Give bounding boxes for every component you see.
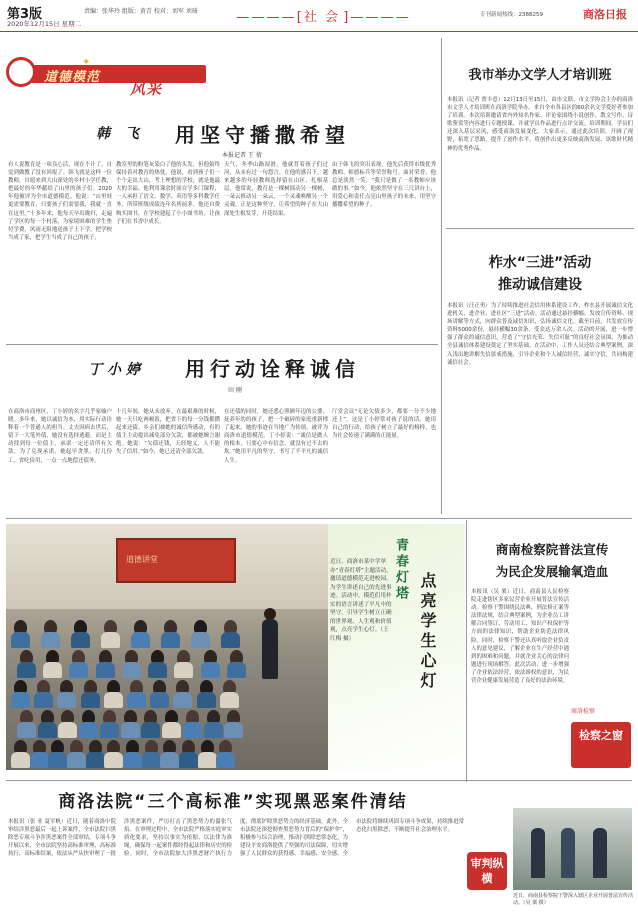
audience-body <box>11 752 30 768</box>
audience-body <box>142 752 161 768</box>
audience-body <box>121 722 140 738</box>
audience-body <box>131 632 150 648</box>
audience-body <box>216 752 235 768</box>
audience-body <box>100 722 119 738</box>
audience-body <box>183 722 202 738</box>
article1-column-1: 有人说教育是一项良心活，现在不计了，自觉到做教了没有回报了。韩飞就是这样一位教师，自愿来到大山深处的乡村小学任教，把最好的年华献给了山里的孩子们。2020年他被评为全市道德模范。他说：“山里娃更需要教育，只要孩子们需要我，我就一直在这里。”十多年来，他每天早出晚归，走遍了学区的每一个村落，为家境困难的学生垫付学费，风雨无阻地送孩子上下学，把学校当成了家，把学生当成了自己的孩子。 <box>8 162 112 241</box>
audience-body <box>79 722 98 738</box>
audience-body <box>141 722 160 738</box>
speaker-figure <box>262 619 278 679</box>
audience-body <box>220 692 239 708</box>
banner-title: 道德模范 <box>44 70 101 85</box>
article2-person: 丁小婷 <box>88 362 145 378</box>
page-number: 第3版 <box>7 7 43 22</box>
audience-body <box>81 692 100 708</box>
audience-body <box>41 632 60 648</box>
audience-body <box>148 662 167 678</box>
court-article-body: 本报讯（张 亚 夏军帆）近日，随着商洛中院审结涉黑恶最后一起上诉案件，全市法院扫黑除恶专项斗争涉黑恶案件全部审结。专项斗争开展以来，全市法院坚持高标准审理、高标准执行、高标准结案，依法从严从快审理了一批涉黑恶案件，严厉打击了黑恶势力的嚣张气焰。在审理过程中，全市法院严格落实庭审实质化要求，坚持以事实为依据、以法律为准绳，确保每一起案件都经得起法律和历史的检验。同时，全市法院加大涉黑恶财产执行力度，彻底铲除黑恶势力的经济基础。此外，全市法院还深挖彻查黑恶势力背后的“保护伞”，积极参与综合治理，推动扫黑除恶常态化，为建设平安商洛提供了坚强的司法保障，切实增强了人民群众的获得感、幸福感、安全感。全市法院将继续巩固专项斗争成果，持续推进常态化扫黑除恶，不断提升社会治理水平。 <box>8 819 464 858</box>
news-hotline: 专刊新闻热线：2388259 <box>480 12 543 18</box>
article2-column-3: 在还债的同时，她还悉心照顾年迈的公婆，抚养年幼的孩子，把一个破碎的家庭重新撑了起来。她的事迹在当地广为传颂，被评为商洛市道德模范。丁小婷说：“诚信是做人的根本，只要心中有信念，就没有过不去的坎。”她用平凡的坚守，书写了不平凡的诚信人生。 <box>224 409 328 464</box>
feature-title-qingchun: 青春灯塔 <box>393 538 408 602</box>
audience-body <box>104 692 123 708</box>
stage-screen: 道德讲堂 <box>116 538 236 583</box>
audience-body <box>191 632 210 648</box>
banner-subtitle: 风采 <box>130 80 163 98</box>
article1-column-4: 由于韩飞的突出表现，他先后获得市级优秀教师、师德标兵等荣誉称号。面对荣誉，他总是淡然一笑：“我只是做了一名教师应该做的事。”如今，他依然坚守在三尺讲台上，用爱心和责任点亮山里孩子的未来，用坚守播撒希望的种子。 <box>332 162 436 209</box>
article1-column-2: 教室里的粉笔灰染白了他的头发，但他始终保持着对教育的热忱。他说，看到孩子们一个个走出大山，考上理想的学校，就是他最大的幸福。他利用课余时间自学多门课程，一人承担了语文、数学、英语等多科教学任务，所带班级成绩连年名列前茅。他还自费购买图书，在学校建起了小小图书角，让孩子们在书香中成长。 <box>116 162 220 225</box>
divider <box>6 780 632 781</box>
star-icon: ✦ <box>82 57 91 68</box>
audience-body <box>11 632 30 648</box>
banner-emblem-icon <box>6 57 36 87</box>
audience-body <box>127 692 146 708</box>
court-headline: 商洛法院“三个高标准”实现黑恶案件清结 <box>58 792 408 812</box>
article2-column-1: 在商洛市商州区，丁小婷的名字几乎家喻户晓。多年来，她以诚信为本，用实际行动诠释着一个普通人的担当。丈夫因病去世后，留下一大笔外债，她没有选择逃避，而是主动找到每一位债主，承诺一定还清所有欠款。为了兑现承诺，她起早贪黑，打几份工，省吃俭用，一点一点地偿还债务。 <box>8 409 112 464</box>
article1-person: 韩 飞 <box>96 126 144 142</box>
article1-title: 用坚守播撒希望 <box>175 123 350 147</box>
newspaper-logo: 商洛日报 <box>583 8 627 21</box>
lecture-photo <box>6 524 328 770</box>
masthead <box>0 0 638 32</box>
feature-title-dianliang: 点亮学生心灯 <box>418 572 437 692</box>
audience-body <box>96 662 115 678</box>
outreach-photo <box>513 808 632 890</box>
audience-body <box>150 692 169 708</box>
photo-caption: 近日，商洛市某中学举办“青春灯塔”主题活动，邀请道德模范走进校园，为学生讲述自己的先进事迹。活动中，模范们用朴实的语言讲述了平凡中的坚守，引导学生树立正确的世界观、人生观和价值观，点亮学生心灯。（王红梅 摄） <box>330 559 392 642</box>
audience-body <box>160 752 179 768</box>
article1-column-3: 天气，冬季山路湿滑，他就背着孩子们过河，从未有过一句怨言。在他的感召下，越来越多的年轻教师选择留在山区，扎根基层。他常说，教育是一棵树摇动另一棵树，一朵云推动另一朵云，一个灵魂唤醒另一个灵魂。正是这种坚守，让希望的种子在大山深处生根发芽，开花结果。 <box>224 162 328 217</box>
audience-body <box>162 722 181 738</box>
divider <box>6 518 632 519</box>
audience-body <box>198 752 217 768</box>
right2-body: 本报讯（汪正勇）为了持续推进社会信用体系建设工作，柞水县开展诚信文化进机关、进企业、进社区“三进”活动。活动通过悬挂横幅、发放宣传资料、现场讲解等方式，向群众普及诚信知识，弘扬诚信文化。截至目前，共发放宣传资料5000余份，悬挂横幅30余条，受众达万余人次。活动的开展，进一步增强了群众的诚信意识，营造了“守信光荣、失信可耻”的良好社会氛围，为推动全县诚信体系建设奠定了坚实基础。在活动中，工作人员还结合典型案例，深入浅出地讲解失信惩戒措施，引导企业和个人诚信经营、诚实守信，共同构建诚信社会。 <box>447 303 633 366</box>
audience-body <box>17 662 36 678</box>
procuratorate-badge-caption: 商洛检察 <box>571 708 596 715</box>
audience-body <box>11 692 30 708</box>
article1-byline: 本报记者 王 倩 <box>222 152 262 159</box>
divider <box>466 520 467 782</box>
right3-body: 本报讯（吴 栗）近日，商南县人民检察院走进辖区多家民营企业开展普法宣传活动。检察干警围绕民法典、刑法修正案等法律法规，结合典型案例，为企业员工讲解合同签订、劳动用工、知识产权保护等方面的法律知识，帮助企业防范法律风险。同时，检察干警还认真听取企业负责人的意见建议，了解企业在生产经营中遇到的困难和问题，并就企业关心的法律问题进行现场解答。此次活动，进一步增强了企业依法经营、依法维权的意识，为民营企业健康发展营造了良好的法治环境。 <box>471 589 569 685</box>
outreach-photo-caption: 近日，商南县检察院干警深入辖区企业开展普法宣传活动。（吴 栗 摄） <box>513 893 634 906</box>
audience-body <box>67 752 86 768</box>
right3-title-line1: 商南检察院普法宣传 <box>495 542 609 557</box>
audience-body <box>179 752 198 768</box>
audience-body <box>71 632 90 648</box>
issue-date: 2020年12月15日 星期二 <box>7 20 82 28</box>
article2-headline <box>80 352 440 382</box>
audience-body <box>30 752 49 768</box>
audience-body <box>174 662 193 678</box>
audience-body <box>86 752 105 768</box>
right1-body: 本报讯（记者 贾丰意）12月13日至15日，由市文联、市文学协会主办的商洛市文学人才培训班在商洛学院举办。来自全市各县区的60余名文学爱好者参加了培训。本次培训邀请省内外知名作家、评论家围绕小说创作、散文写作、诗歌鉴赏等内容进行专题授课，并就学员作品进行点评交流。培训期间，学员们还深入基层采风，感受商洛发展变化。大家表示，通过此次培训，开阔了视野，拓宽了思路，提升了创作水平，将创作出更多反映商洛发展、讴歌时代精神的优秀作品。 <box>447 97 633 152</box>
article2-column-4: 厅堂会议“无论欠债多少，都要一分不少地还上”，这是丁小婷常对孩子说的话。她用自己的行动，给孩子树立了最好的榜样，也为社会传递了满满的正能量。 <box>332 409 436 440</box>
editor-credits: 责编：张华玲 组版：黄青 校对：刘军 刘琦 <box>84 8 198 15</box>
audience-body <box>173 692 192 708</box>
audience-body <box>161 632 180 648</box>
audience-body <box>58 722 77 738</box>
trial-column-badge: 审判纵横 <box>467 852 507 890</box>
divider <box>6 344 438 345</box>
article2-byline: 田 刚 <box>228 387 242 394</box>
article1-headline <box>90 118 440 146</box>
audience-body <box>201 662 220 678</box>
article2-title: 用行动诠释诚信 <box>185 357 360 381</box>
audience-body <box>34 692 53 708</box>
audience-body <box>227 662 246 678</box>
audience-body <box>17 722 36 738</box>
right3-title-line2: 为民企发展输氧造血 <box>495 564 609 579</box>
section-title: — — — — [ 社 会 ] — — — — <box>236 10 408 25</box>
audience-body <box>48 752 67 768</box>
audience-body <box>224 722 243 738</box>
audience-body <box>43 662 62 678</box>
audience-body <box>57 692 76 708</box>
audience-body <box>104 752 123 768</box>
divider <box>441 38 442 514</box>
right1-title: 我市举办文学人才培训班 <box>468 68 612 83</box>
audience-body <box>197 692 216 708</box>
audience-body <box>101 632 120 648</box>
article2-column-2: 十几年间，她从未放弃。在最艰难的时候，她一天只吃两顿饭，把省下的每一分钱都攒起来还债。乡亲们被她的诚信所感动，有的债主主动提出减免部分欠款，都被她婉言谢绝。她说：“欠债还钱，天经地义，人不能失了信用。”如今，她已还清全部欠款。 <box>116 409 220 456</box>
procuratorate-badge: 检察之窗 <box>571 722 631 768</box>
audience-body <box>123 752 142 768</box>
divider <box>446 228 634 229</box>
audience-body <box>221 632 240 648</box>
right2-title-line1: 柞水“三进”活动 <box>488 255 592 271</box>
audience-body <box>38 722 57 738</box>
audience-body <box>204 722 223 738</box>
right2-title-line2: 推动诚信建设 <box>498 277 582 293</box>
audience-body <box>122 662 141 678</box>
audience-body <box>69 662 88 678</box>
